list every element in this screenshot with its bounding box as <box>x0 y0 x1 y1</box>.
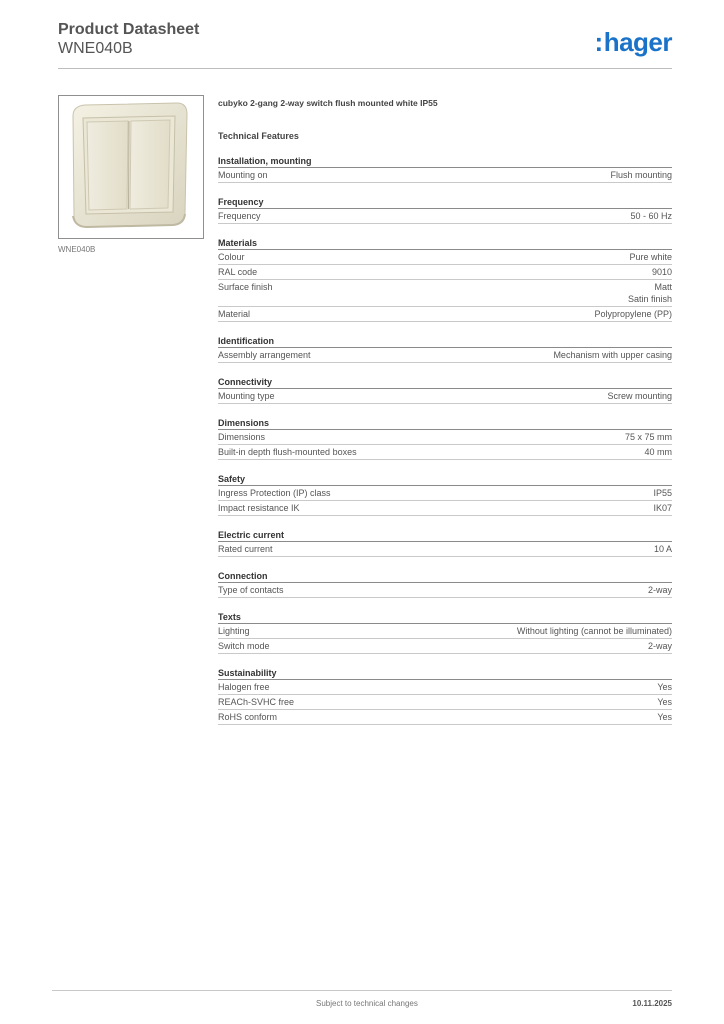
spec-value <box>654 543 672 555</box>
spec-value <box>553 349 672 361</box>
brand-logo: :hager <box>594 27 672 57</box>
footer-divider <box>52 990 672 991</box>
spec-row <box>218 389 672 404</box>
spec-value <box>657 696 672 708</box>
spec-value <box>629 251 672 263</box>
spec-value-line: 2-way <box>647 585 672 595</box>
spec-row <box>218 445 672 460</box>
spec-value <box>657 681 672 693</box>
spec-label: Material <box>218 309 251 319</box>
datasheet-content <box>218 97 672 725</box>
spec-value-line: Polypropylene (PP) <box>594 309 672 319</box>
spec-label: Assembly arrangement <box>218 350 311 360</box>
spec-label: Colour <box>218 252 245 262</box>
spec-value-line: Mechanism with upper casing <box>553 350 672 360</box>
spec-value-line: Yes <box>657 697 672 707</box>
image-caption: WNE040B <box>58 245 96 254</box>
spec-value-line: Without lighting (cannot be illuminated) <box>516 626 672 636</box>
spec-label: RAL code <box>218 267 258 277</box>
spec-row <box>218 680 672 695</box>
spec-value <box>648 584 672 596</box>
spec-value <box>653 502 672 514</box>
spec-value-line: IP55 <box>653 488 672 498</box>
spec-value-line: 50 - 60 Hz <box>630 211 672 221</box>
spec-section <box>218 195 672 224</box>
spec-section <box>218 666 672 725</box>
spec-value <box>517 625 672 637</box>
spec-value-line: Satin finish <box>627 294 672 304</box>
section-title: Connectivity <box>218 375 672 389</box>
spec-value-line: Yes <box>657 682 672 692</box>
spec-row <box>218 542 672 557</box>
spec-section <box>218 236 672 322</box>
section-title: Texts <box>218 610 672 624</box>
spec-row <box>218 501 672 516</box>
footer-date: 10.11.2025 <box>632 999 672 1008</box>
spec-value <box>594 308 672 320</box>
section-title: Installation, mounting <box>218 154 672 168</box>
spec-row <box>218 430 672 445</box>
spec-section <box>218 472 672 516</box>
spec-value-line: Pure white <box>629 252 672 262</box>
spec-value <box>653 487 672 499</box>
section-title: Identification <box>218 334 672 348</box>
spec-row <box>218 168 672 183</box>
spec-row <box>218 348 672 363</box>
spec-value <box>657 711 672 723</box>
spec-section <box>218 416 672 460</box>
spec-row <box>218 583 672 598</box>
spec-section <box>218 154 672 183</box>
brand-logo-text: hager <box>603 27 672 57</box>
spec-value-line: 40 mm <box>644 447 672 457</box>
spec-label: Surface finish <box>218 282 273 292</box>
section-title: Materials <box>218 236 672 250</box>
product-code: WNE040B <box>58 40 133 57</box>
spec-section <box>218 528 672 557</box>
spec-row <box>218 639 672 654</box>
spec-label: Dimensions <box>218 432 266 442</box>
section-title: Dimensions <box>218 416 672 430</box>
spec-value-line: Screw mounting <box>607 391 672 401</box>
section-title: Sustainability <box>218 666 672 680</box>
spec-value <box>628 281 672 305</box>
spec-value <box>630 210 672 222</box>
spec-label: Mounting type <box>218 391 275 401</box>
spec-value-line: Flush mounting <box>610 170 672 180</box>
spec-section <box>218 334 672 363</box>
spec-value-line: 2-way <box>647 641 672 651</box>
section-title: Connection <box>218 569 672 583</box>
spec-value-line: Yes <box>657 712 672 722</box>
spec-row <box>218 209 672 224</box>
product-name: cubyko 2-gang 2-way switch flush mounted white IP55 <box>218 98 438 108</box>
spec-value <box>625 431 672 443</box>
spec-label: Impact resistance IK <box>218 503 300 513</box>
spec-label: Type of contacts <box>218 585 284 595</box>
spec-section <box>218 569 672 598</box>
page-header <box>58 20 672 70</box>
spec-label: Switch mode <box>218 641 270 651</box>
spec-value-line: Matt <box>654 282 672 292</box>
spec-row <box>218 695 672 710</box>
spec-value <box>610 169 672 181</box>
spec-row <box>218 307 672 322</box>
spec-label: Halogen free <box>218 682 270 692</box>
section-title: Electric current <box>218 528 672 542</box>
spec-label: Rated current <box>218 544 273 554</box>
spec-label: Ingress Protection (IP) class <box>218 488 331 498</box>
spec-value <box>648 640 672 652</box>
spec-value <box>607 390 672 402</box>
product-image <box>58 95 204 239</box>
spec-row <box>218 710 672 725</box>
spec-label: RoHS conform <box>218 712 278 722</box>
spec-section <box>218 375 672 404</box>
spec-value-line: 10 A <box>653 544 672 554</box>
spec-row <box>218 624 672 639</box>
section-title: Safety <box>218 472 672 486</box>
spec-section <box>218 610 672 654</box>
footer-note: Subject to technical changes <box>316 999 418 1008</box>
section-title: Frequency <box>218 195 672 209</box>
spec-label: REACh-SVHC free <box>218 697 295 707</box>
spec-label: Built-in depth flush-mounted boxes <box>218 447 357 457</box>
feature-sections <box>218 154 672 725</box>
spec-value <box>652 266 672 278</box>
spec-value <box>644 446 672 458</box>
spec-value-line: 9010 <box>651 267 672 277</box>
spec-label: Frequency <box>218 211 261 221</box>
spec-value-line: IK07 <box>653 503 672 513</box>
spec-value-line: 75 x 75 mm <box>624 432 672 442</box>
spec-label: Mounting on <box>218 170 268 180</box>
switch-illustration <box>59 96 203 238</box>
spec-label: Lighting <box>218 626 250 636</box>
header-divider <box>58 68 672 69</box>
document-title: Product Datasheet <box>58 21 200 38</box>
spec-row <box>218 265 672 280</box>
technical-features-title: Technical Features <box>218 131 299 141</box>
spec-row <box>218 250 672 265</box>
spec-row <box>218 280 672 307</box>
spec-row <box>218 486 672 501</box>
